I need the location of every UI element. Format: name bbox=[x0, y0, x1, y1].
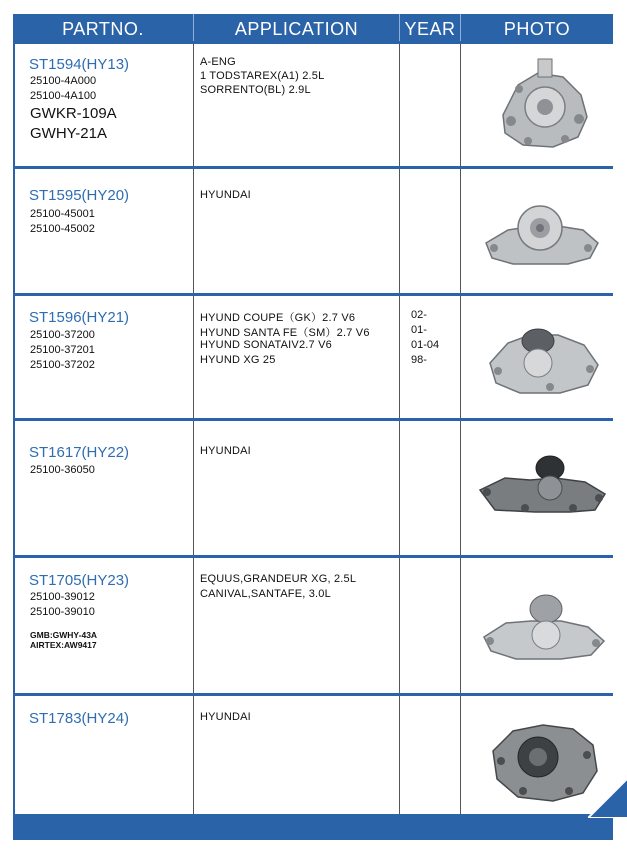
water-pump-photo bbox=[483, 55, 603, 155]
row-divider bbox=[13, 166, 613, 169]
oem-code: 25100-45002 bbox=[30, 223, 95, 235]
application-line: EQUUS,GRANDEUR XG, 2.5L bbox=[200, 573, 357, 585]
column-divider bbox=[399, 696, 400, 814]
table-header bbox=[13, 14, 613, 44]
column-divider bbox=[193, 169, 194, 293]
row-divider bbox=[13, 418, 613, 421]
application-line: HYUND COUPE（GK）2.7 V6 bbox=[200, 312, 356, 324]
cross-reference: GWHY-21A bbox=[30, 125, 107, 142]
part-number: ST1595(HY20) bbox=[29, 187, 130, 204]
header-part-no: PARTNO. bbox=[62, 19, 144, 39]
table-row bbox=[13, 41, 613, 166]
water-pump-photo bbox=[478, 188, 603, 278]
application-line: HYUND SANTA FE（SM）2.7 V6 bbox=[200, 327, 370, 339]
part-number: ST1705(HY23) bbox=[29, 572, 130, 589]
cross-reference: GWKR-109A bbox=[30, 105, 117, 122]
water-pump-photo bbox=[480, 313, 605, 401]
water-pump-photo bbox=[475, 450, 610, 525]
table-row bbox=[13, 418, 613, 555]
column-divider bbox=[399, 558, 400, 693]
part-number: ST1617(HY22) bbox=[29, 444, 130, 461]
application-line: HYUNDAI bbox=[200, 711, 251, 723]
oem-code: 25100-39010 bbox=[30, 606, 95, 618]
oem-code: 25100-4A100 bbox=[30, 90, 97, 102]
table-row bbox=[13, 693, 613, 814]
header-photo: PHOTO bbox=[503, 19, 571, 39]
application-line: HYUND SONATAIV2.7 V6 bbox=[200, 339, 332, 351]
column-divider bbox=[460, 558, 461, 693]
row-divider bbox=[13, 693, 613, 696]
column-divider bbox=[193, 421, 194, 555]
row-divider bbox=[13, 41, 613, 44]
application-line: SORRENTO(BL) 2.9L bbox=[200, 84, 311, 96]
table-row bbox=[13, 293, 613, 418]
row-divider bbox=[13, 293, 613, 296]
table-row bbox=[13, 166, 613, 293]
part-number: ST1596(HY21) bbox=[29, 309, 130, 326]
cross-reference: GMB:GWHY-43A bbox=[30, 630, 98, 640]
year-range: 02- bbox=[411, 309, 427, 321]
oem-code: 25100-36050 bbox=[30, 464, 95, 476]
oem-code: 25100-37202 bbox=[30, 359, 95, 371]
application-line: HYUND XG 25 bbox=[200, 354, 276, 366]
header-year: YEAR bbox=[404, 19, 456, 39]
application-line: 1 TODSTAREX(A1) 2.5L bbox=[200, 70, 325, 82]
column-divider bbox=[460, 296, 461, 418]
column-divider bbox=[399, 296, 400, 418]
application-line: A-ENG bbox=[200, 56, 236, 68]
oem-code: 25100-37200 bbox=[30, 329, 95, 341]
column-divider bbox=[460, 44, 461, 166]
application-line: HYUNDAI bbox=[200, 445, 251, 457]
column-divider bbox=[193, 696, 194, 814]
column-divider bbox=[460, 696, 461, 814]
year-range: 01-04 bbox=[411, 339, 440, 351]
column-divider bbox=[193, 296, 194, 418]
row-divider bbox=[13, 555, 613, 558]
part-number: ST1783(HY24) bbox=[29, 710, 130, 727]
year-range: 98- bbox=[411, 354, 427, 366]
oem-code: 25100-39012 bbox=[30, 591, 95, 603]
column-divider bbox=[460, 421, 461, 555]
column-divider bbox=[399, 421, 400, 555]
column-divider bbox=[193, 558, 194, 693]
part-number: ST1594(HY13) bbox=[29, 56, 130, 73]
water-pump-photo bbox=[483, 711, 603, 806]
cross-reference: AIRTEX:AW9417 bbox=[30, 640, 97, 650]
column-divider bbox=[399, 44, 400, 166]
table-row bbox=[13, 555, 613, 693]
oem-code: 25100-37201 bbox=[30, 344, 95, 356]
oem-code: 25100-4A000 bbox=[30, 75, 97, 87]
application-line: HYUNDAI bbox=[200, 189, 251, 201]
year-range: 01- bbox=[411, 324, 427, 336]
oem-code: 25100-45001 bbox=[30, 208, 95, 220]
header-application: APPLICATION bbox=[234, 19, 359, 39]
footer-bar bbox=[13, 814, 613, 840]
column-divider bbox=[399, 169, 400, 293]
column-divider bbox=[460, 169, 461, 293]
page-curl-decoration bbox=[588, 778, 627, 818]
column-divider bbox=[193, 44, 194, 166]
water-pump-photo bbox=[476, 587, 608, 667]
application-line: CANIVAL,SANTAFE, 3.0L bbox=[200, 588, 331, 600]
